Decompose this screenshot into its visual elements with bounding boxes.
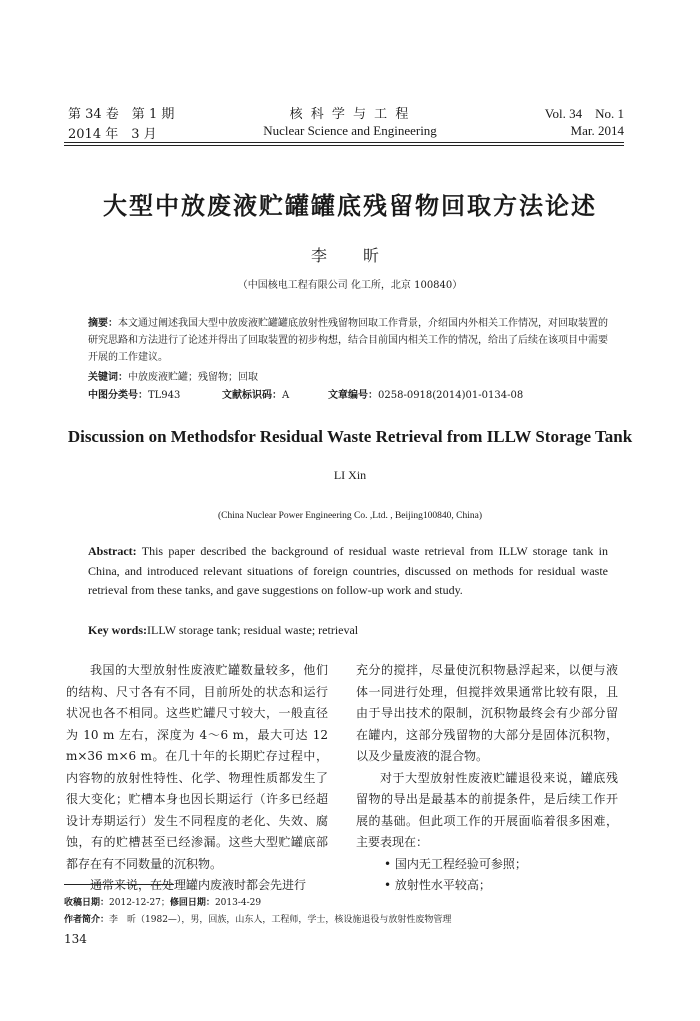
abstract-cn [88,315,608,366]
article-number [328,386,523,401]
year-month-cn: 2014 年 3 月 [68,127,157,142]
volume-issue-cn: 第 34 卷 第 1 期 [68,107,175,122]
journal-name-en: Nuclear Science and Engineering [263,123,437,138]
page-number: 134 [64,932,87,946]
affiliation-en: (China Nuclear Power Engineering Co. ,Ltd. , Beijing100840, China) [217,511,483,521]
title-en: Discussion on Methodsfor Residual Waste Retrieval from ILLW Storage Tank [67,427,633,446]
volume-issue-en: Vol. 34 No. 1 [544,106,624,121]
body-column-right [356,660,618,897]
body-paragraph: 我国的大型放射性废液贮罐数量较多，他们的结构、尺寸各有不同，目前所处的状态和运行状况也各不相同。这些贮罐尺寸较大，一般直径为 10 m 左右，深度为 4～6 m，最大可达 12 m×36 m×6 m。在几十年的长期贮存过程中，内容物的放射性特性、化学、物理性质都发生了很大变化；贮槽本身也因长期运行（许多已经超设计寿期运行）发生不同程度的老化、失效、腐蚀，有的贮槽甚至已经渗漏。这些大型贮罐底部都存在有不同数量的沉积物。 [66,663,328,871]
received-label: 收稿日期： [64,898,110,908]
abstract-cn-label: 摘要： [88,318,118,329]
keywords-cn-label: 关键词： [88,372,128,383]
author-en: LI Xin [333,468,367,482]
abstract-en-text: This paper described the background of residual waste retrieval from ILLW storage tank in China, and introduced relevant situations of foreign countries, discussed on methods for residual waste retrieval from these tanks, and gave suggestions on follow-up work and study. [88,544,608,597]
clc-label: 中图分类号： [88,390,148,401]
keywords-en [88,623,358,638]
article-number-label: 文章编号： [328,390,378,401]
footnote-dates [64,895,261,908]
bio-value: 李 昕（1982—），男，回族，山东人，工程师，学士，核设施退役与放射性废物管理 [109,915,452,925]
body-paragraph: 通常来说，在处理罐内废液时都会先进行 [90,878,307,892]
abstract-cn-text: 本文通过阐述我国大型中放废液贮罐罐底放射性残留物回取工作背景，介绍国内外相关工作情况，对回取装置的研究思路和方法进行了论述并得出了回取装置的初步构想，结合目前国内相关工作的情况，给出了后续在该项目中需要开展的工作建议。 [88,318,608,363]
body-paragraph: 对于大型放射性废液贮罐退役来说，罐底残留物的导出是最基本的前提条件，是后续工作开展的基础。但此项工作的开展面临着很多困难，主要表现在： [356,770,618,849]
bullet-list [356,854,618,897]
clc-number [88,386,180,401]
header-rule-thin [64,145,624,146]
date-en: Mar. 2014 [570,123,624,138]
doc-code-value: A [282,390,290,401]
author-cn: 李 昕 [310,246,389,265]
doc-code [222,386,289,401]
title-cn: 大型中放废液贮罐罐底残留物回取方法论述 [103,191,597,220]
revised-label: 修回日期： [169,898,215,908]
list-item: • 放射性水平较高； [384,875,618,897]
body-paragraph: 充分的搅拌，尽量使沉积物悬浮起来，以便与液体一同进行处理，但搅拌效果通常比较有限，且由于导出技术的限制，沉积物最终会有少部分留在罐内，这部分残留物的大部分是固体沉积物，以及少量废液的混合物。 [356,663,618,763]
keywords-cn [88,368,258,383]
body-column-left [66,660,328,897]
revised-value: 2013-4-29 [214,898,262,908]
footnote-author-bio [64,912,451,925]
received-value: 2012-12-27； [109,898,170,908]
doc-code-label: 文献标识码： [222,390,282,401]
header-rule [64,142,624,143]
keywords-en-text: ILLW storage tank; residual waste; retrieval [147,623,359,637]
affiliation-cn: （中国核电工程有限公司 化工所，北京 100840） [237,280,463,291]
keywords-cn-text: 中放废液贮罐；残留物；回取 [128,372,258,383]
clc-value: TL943 [148,390,181,401]
article-number-value: 0258-0918(2014)01-0134-08 [378,390,524,401]
abstract-en [88,542,608,601]
footnote-rule [64,884,174,885]
abstract-en-label: Abstract: [88,544,137,558]
list-item: • 国内无工程经验可参照； [384,854,618,876]
bio-label: 作者简介： [64,915,110,925]
keywords-en-label: Key words: [88,623,147,637]
journal-name-cn: 核 科 学 与 工 程 [289,107,411,122]
